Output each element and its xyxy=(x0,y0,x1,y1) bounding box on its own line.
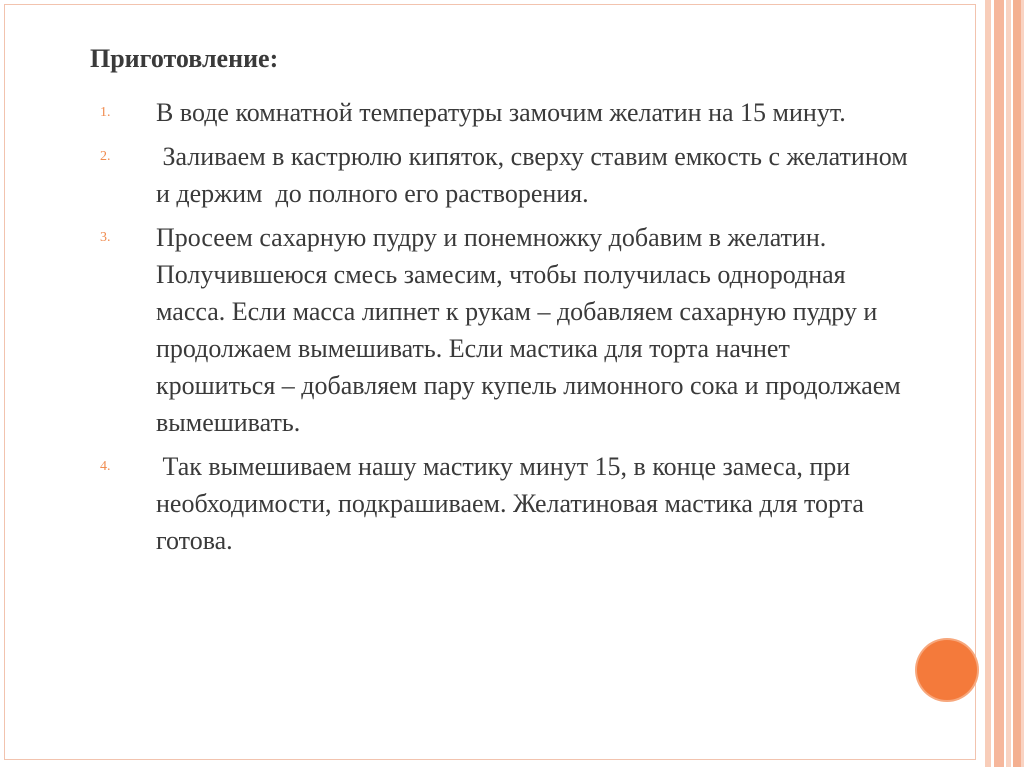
step-number: 4. xyxy=(100,459,111,474)
step-text: В воде комнатной температуры замочим желатин на 15 минут. xyxy=(156,98,846,127)
step-number: 1. xyxy=(100,105,111,120)
step-text: Просеем сахарную пудру и понемножку добавим в желатин. Получившеюся смесь замесим, чтобы получилась однородная масса. Если масса липнет к рукам – добавляем сахарную пудру и продолжаем вымешивать. Если мастика для торта начнет крошиться – добавляем пару купель лимонного сока и продолжаем вымешивать. xyxy=(156,223,901,437)
decor-stripe xyxy=(1013,0,1021,767)
step-text: Заливаем в кастрюлю кипяток, сверху ставим емкость с желатином и держим до полного его растворения. xyxy=(156,142,908,208)
list-item xyxy=(100,138,910,212)
decor-stripe xyxy=(994,0,1004,767)
step-number: 3. xyxy=(100,230,111,245)
step-number: 2. xyxy=(100,149,111,164)
decor-stripe xyxy=(985,0,991,767)
list-item xyxy=(100,94,910,131)
steps-list xyxy=(100,94,910,566)
orange-circle-icon xyxy=(917,640,977,700)
list-item xyxy=(100,219,910,441)
list-item xyxy=(100,448,910,559)
step-text: Так вымешиваем нашу мастику минут 15, в конце замеса, при необходимости, подкрашиваем. Желатиновая мастика для торта готова. xyxy=(156,452,864,555)
slide-heading: Приготовление: xyxy=(90,44,279,73)
decor-stripe xyxy=(1006,0,1011,767)
